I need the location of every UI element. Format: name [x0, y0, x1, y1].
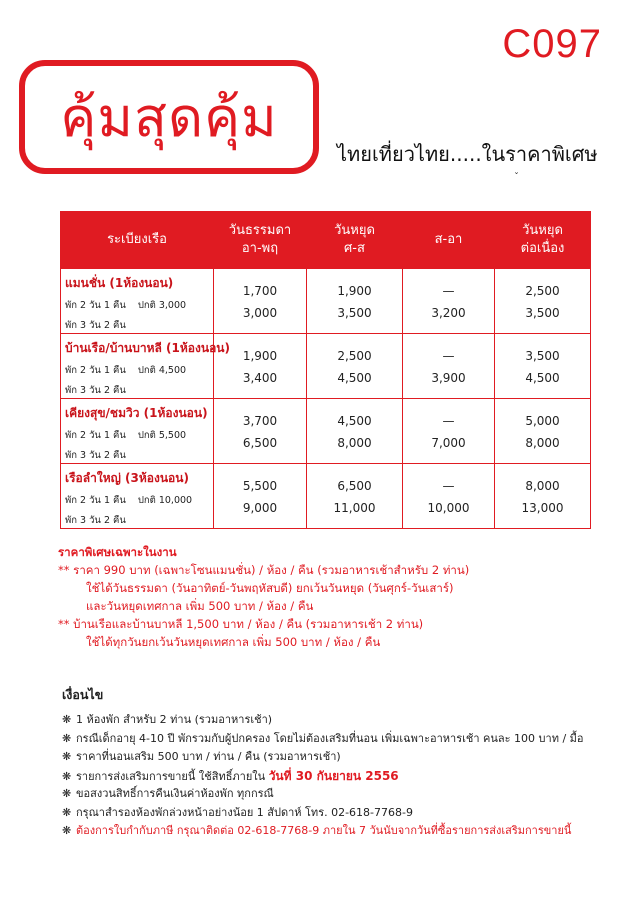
- conditions-title: เงื่อนไข: [62, 687, 104, 702]
- weekend-price: 4,500 8,000: [307, 399, 403, 464]
- weekend-price: 2,500 4,500: [307, 334, 403, 399]
- weekday-price: 1,900 3,400: [214, 334, 307, 399]
- weekday-price: 5,500 9,000: [214, 464, 307, 529]
- normal-price: ปกติ 10,000: [137, 495, 193, 506]
- weekday-price: 1,700 3,000: [214, 269, 307, 334]
- satsun-price: — 3,200: [403, 269, 495, 334]
- tick-mark: ˇ: [514, 172, 519, 183]
- long-holiday-price: 3,500 4,500: [495, 334, 591, 399]
- long-holiday-price: 8,000 13,000: [495, 464, 591, 529]
- room-name: บ้านเรือ/บ้านบาหลี (1ห้องนอน): [65, 341, 230, 355]
- table-header-row: [61, 212, 591, 269]
- bullet-icon: ❋: [62, 787, 72, 800]
- special-line-5: ใช้ได้ทุกวันยกเว้นวันหยุดเทศกาล เพิ่ม 500 บาท / ห้อง / คืน: [86, 635, 381, 649]
- long-holiday-price: 2,500 3,500: [495, 269, 591, 334]
- condition-item-tax: ❋ ต้องการใบกำกับภาษี กรุณาติดต่อ 02-618-7768-9 ภายใน 7 วันนับจากวันที่ซื้อรายการส่งเสริมการขายนี้: [62, 822, 632, 841]
- weekday-price: 3,700 6,500: [214, 399, 307, 464]
- stay-2d1n: พัก 2 วัน 1 คืน ปกติ 4,500: [65, 365, 187, 376]
- table-row: [61, 464, 591, 529]
- stay-3d2n: พัก 3 วัน 2 คืน: [65, 515, 126, 526]
- satsun-price: — 10,000: [403, 464, 495, 529]
- special-line-1: ** ราคา 990 บาท (เฉพาะโซนแมนชั่น) / ห้อง / คืน (รวมอาหารเช้าสำหรับ 2 ท่าน): [58, 563, 470, 577]
- promo-deadline: วันที่ 30 กันยายน 2556: [268, 768, 399, 783]
- room-cell: [61, 269, 214, 334]
- special-price-notes: [58, 543, 618, 651]
- bullet-icon: ❋: [62, 805, 72, 819]
- header-long-holiday: วันหยุด ต่อเนื่อง: [495, 212, 591, 269]
- condition-item: ❋ ราคาที่นอนเสริม 500 บาท / ท่าน / คืน (รวมอาหารเช้า): [62, 748, 632, 767]
- condition-item: ❋ กรุณาสำรองห้องพักล่วงหน้าอย่างน้อย 1 สัปดาห์ โทร. 02-618-7768-9: [62, 804, 632, 823]
- normal-price: ปกติ 5,500: [137, 430, 187, 441]
- bullet-icon: ❋: [62, 769, 72, 783]
- stay-3d2n: พัก 3 วัน 2 คืน: [65, 320, 126, 331]
- header-room-type: ระเบียงเรือ: [61, 212, 214, 269]
- stay-3d2n: พัก 3 วัน 2 คืน: [65, 450, 126, 461]
- table-row: [61, 334, 591, 399]
- condition-item: ❋ 1 ห้องพัก สำหรับ 2 ท่าน (รวมอาหารเช้า): [62, 711, 632, 730]
- stay-2d1n: พัก 2 วัน 1 คืน ปกติ 10,000: [65, 495, 193, 506]
- satsun-price: — 7,000: [403, 399, 495, 464]
- header-weekend: วันหยุด ศ-ส: [307, 212, 403, 269]
- room-name: เรือลำใหญ่ (3ห้องนอน): [65, 471, 189, 485]
- logo-text: คุ้มสุดคุ้ม: [60, 86, 278, 149]
- bullet-icon: ❋: [62, 824, 72, 837]
- header-weekday: วันธรรมดา อา-พฤ: [214, 212, 307, 269]
- special-line-2: ใช้ได้วันธรรมดา (วันอาทิตย์-วันพฤหัสบดี) ยกเว้นวันหยุด (วันศุกร์-วันเสาร์): [86, 581, 454, 595]
- weekend-price: 1,900 3,500: [307, 269, 403, 334]
- condition-item: ❋ ขอสงวนสิทธิ์การคืนเงินค่าห้องพัก ทุกกรณี: [62, 785, 632, 804]
- condition-item: ❋ กรณีเด็กอายุ 4-10 ปี พักรวมกับผู้ปกครอง โดยไม่ต้องเสริมที่นอน เพิ่มเฉพาะอาหารเช้า คนละ 100 บาท / มื้อ: [62, 730, 632, 749]
- normal-price: ปกติ 3,000: [137, 300, 187, 311]
- stay-2d1n: พัก 2 วัน 1 คืน ปกติ 5,500: [65, 430, 187, 441]
- room-cell: [61, 334, 230, 399]
- header-sat-sun: ส-อา: [403, 212, 495, 269]
- room-cell: [61, 399, 214, 464]
- stay-3d2n: พัก 3 วัน 2 คืน: [65, 385, 126, 396]
- weekend-price: 6,500 11,000: [307, 464, 403, 529]
- special-line-3: และวันหยุดเทศกาล เพิ่ม 500 บาท / ห้อง / คืน: [86, 599, 314, 613]
- bullet-icon: ❋: [62, 731, 72, 745]
- normal-price: ปกติ 4,500: [137, 365, 187, 376]
- special-line-4: ** บ้านเรือและบ้านบาหลี 1,500 บาท / ห้อง / คืน (รวมอาหารเช้า 2 ท่าน): [58, 617, 424, 631]
- table-row: [61, 269, 591, 334]
- catalog-code: C097: [502, 22, 602, 66]
- price-table: [60, 211, 591, 529]
- table-row: [61, 399, 591, 464]
- long-holiday-price: 5,000 8,000: [495, 399, 591, 464]
- condition-item-promo: ❋ รายการส่งเสริมการขายนี้ ใช้สิทธิ์ภายใน วันที่ 30 กันยายน 2556: [62, 767, 632, 786]
- special-title: ราคาพิเศษเฉพาะในงาน: [58, 545, 177, 559]
- room-name: เคียงสุข/ชมวิว (1ห้องนอน): [65, 406, 208, 420]
- satsun-price: — 3,900: [403, 334, 495, 399]
- room-name: แมนชั่น (1ห้องนอน): [65, 276, 174, 290]
- slogan: ไทยเที่ยวไทย.....ในราคาพิเศษ: [337, 142, 598, 166]
- logo-box: [19, 60, 319, 174]
- conditions: [62, 685, 632, 841]
- bullet-icon: ❋: [62, 750, 72, 763]
- stay-2d1n: พัก 2 วัน 1 คืน ปกติ 3,000: [65, 300, 187, 311]
- room-cell: [61, 464, 214, 529]
- bullet-icon: ❋: [62, 713, 72, 726]
